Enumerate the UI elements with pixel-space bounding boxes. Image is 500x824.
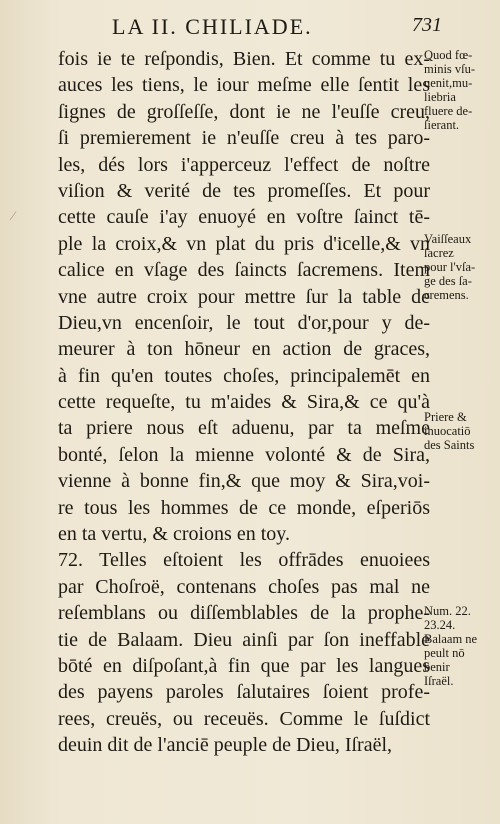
page-header: [112, 14, 442, 42]
text-line: rees, creuës, ou receuës. Comme le ſuſdict: [58, 707, 430, 730]
text-line: calice en vſage des ſaincts ſacremens. Item: [58, 259, 430, 282]
margin-note-line: benir: [424, 660, 450, 674]
text-line: cette requeſte, tu m'aides & Sira,& ce qu'à: [58, 391, 430, 414]
margin-note: [424, 410, 474, 452]
text-line: reſemblans ou diſſemblables de la prophe-: [58, 602, 430, 625]
margin-note-line: peult nō: [424, 646, 465, 660]
margin-note-line: uenit,mu-: [424, 76, 473, 90]
margin-note: [424, 232, 475, 302]
text-line: deuin dit de l'anciē peuple de Dieu, Iſraël,: [58, 734, 393, 757]
text-line: meurer à ton hōneur en action de graces,: [58, 338, 430, 361]
stray-mark: ⁄: [12, 208, 15, 223]
text-line: vne autre croix pour mettre ſur la table de: [58, 285, 430, 308]
margin-note-line: fluere de-: [424, 104, 473, 118]
margin-note-line: des Saints: [424, 438, 475, 452]
margin-note-line: ge des ſa-: [424, 274, 472, 288]
margin-note-line: liebria: [424, 90, 456, 104]
margin-note-line: ſierant.: [424, 118, 460, 132]
text-line: 72. Telles eſtoient les offrādes enuoiees: [58, 549, 430, 572]
text-line: à fin qu'en toutes choſes, principalemēt en: [58, 364, 430, 387]
text-line: tie de Balaam. Dieu ainſi par ſon ineffable: [58, 628, 430, 651]
text-line: ſignes de groſſeſſe, dont ie ne l'euſſe creu,: [58, 100, 430, 123]
text-line: viſion & verité de tes promeſſes. Et pour: [58, 179, 430, 202]
margin-note-line: inuocatiō: [424, 424, 471, 438]
margin-note: [424, 48, 475, 132]
text-line: bōté en diſpoſant,à fin que par les langues: [58, 654, 430, 677]
margin-note-line: Vaiſſeaux: [424, 232, 472, 246]
text-line: des payens paroles ſalutaires ſoient profe-: [58, 681, 430, 704]
text-line: cette cauſe i'ay enuoyé en voſtre ſainct tē-: [58, 206, 430, 229]
text-line: ple la croix,& vn plat du pris d'icelle,& vn: [58, 232, 430, 255]
margin-note-line: pour l'vſa-: [424, 260, 476, 274]
text-line: les, dés lors i'apperceuz l'effect de noſtre: [58, 153, 430, 176]
margin-note-line: 23.24.: [424, 618, 456, 632]
text-line: en ta vertu, & croions en toy.: [58, 523, 290, 546]
margin-note: [424, 604, 477, 688]
margin-note-line: Quod fœ-: [424, 48, 473, 62]
text-line: Dieu,vn encenſoir, le tout d'or,pour y de-: [58, 311, 430, 334]
text-line: re tous les hommes de ce monde, eſperiōs: [58, 496, 430, 519]
page-number: 731: [412, 14, 442, 36]
margin-note-line: cremens.: [424, 288, 469, 302]
text-line: vienne à bonne fin,& que moy & Sira,voi-: [58, 470, 430, 493]
margin-note-line: minis vſu-: [424, 62, 476, 76]
margin-note-line: Priere &: [424, 410, 467, 424]
text-line: fois ie te reſpondis, Bien. Et comme tu ex-: [58, 48, 430, 70]
text-line: auces les tiens, le iour meſme elle ſentit les: [58, 74, 430, 97]
margin-note-line: Num. 22.: [424, 604, 471, 618]
margin-note-line: Iſraël.: [424, 674, 454, 688]
text-line: ſi premierement ie n'euſſe creu à tes paro-: [58, 127, 430, 150]
text-line: bonté, ſelon la mienne volonté & de Sira,: [58, 443, 430, 466]
running-title: LA II. CHILIADE.: [112, 14, 313, 39]
margin-note-line: Balaam ne: [424, 632, 478, 646]
margin-note-line: ſacrez: [424, 246, 454, 260]
text-line: par Choſroë, contenans choſes pas mal ne: [58, 575, 430, 598]
text-line: ta priere nous eſt aduenu, par ta meſme: [58, 417, 430, 440]
main-text-block: [58, 46, 430, 759]
